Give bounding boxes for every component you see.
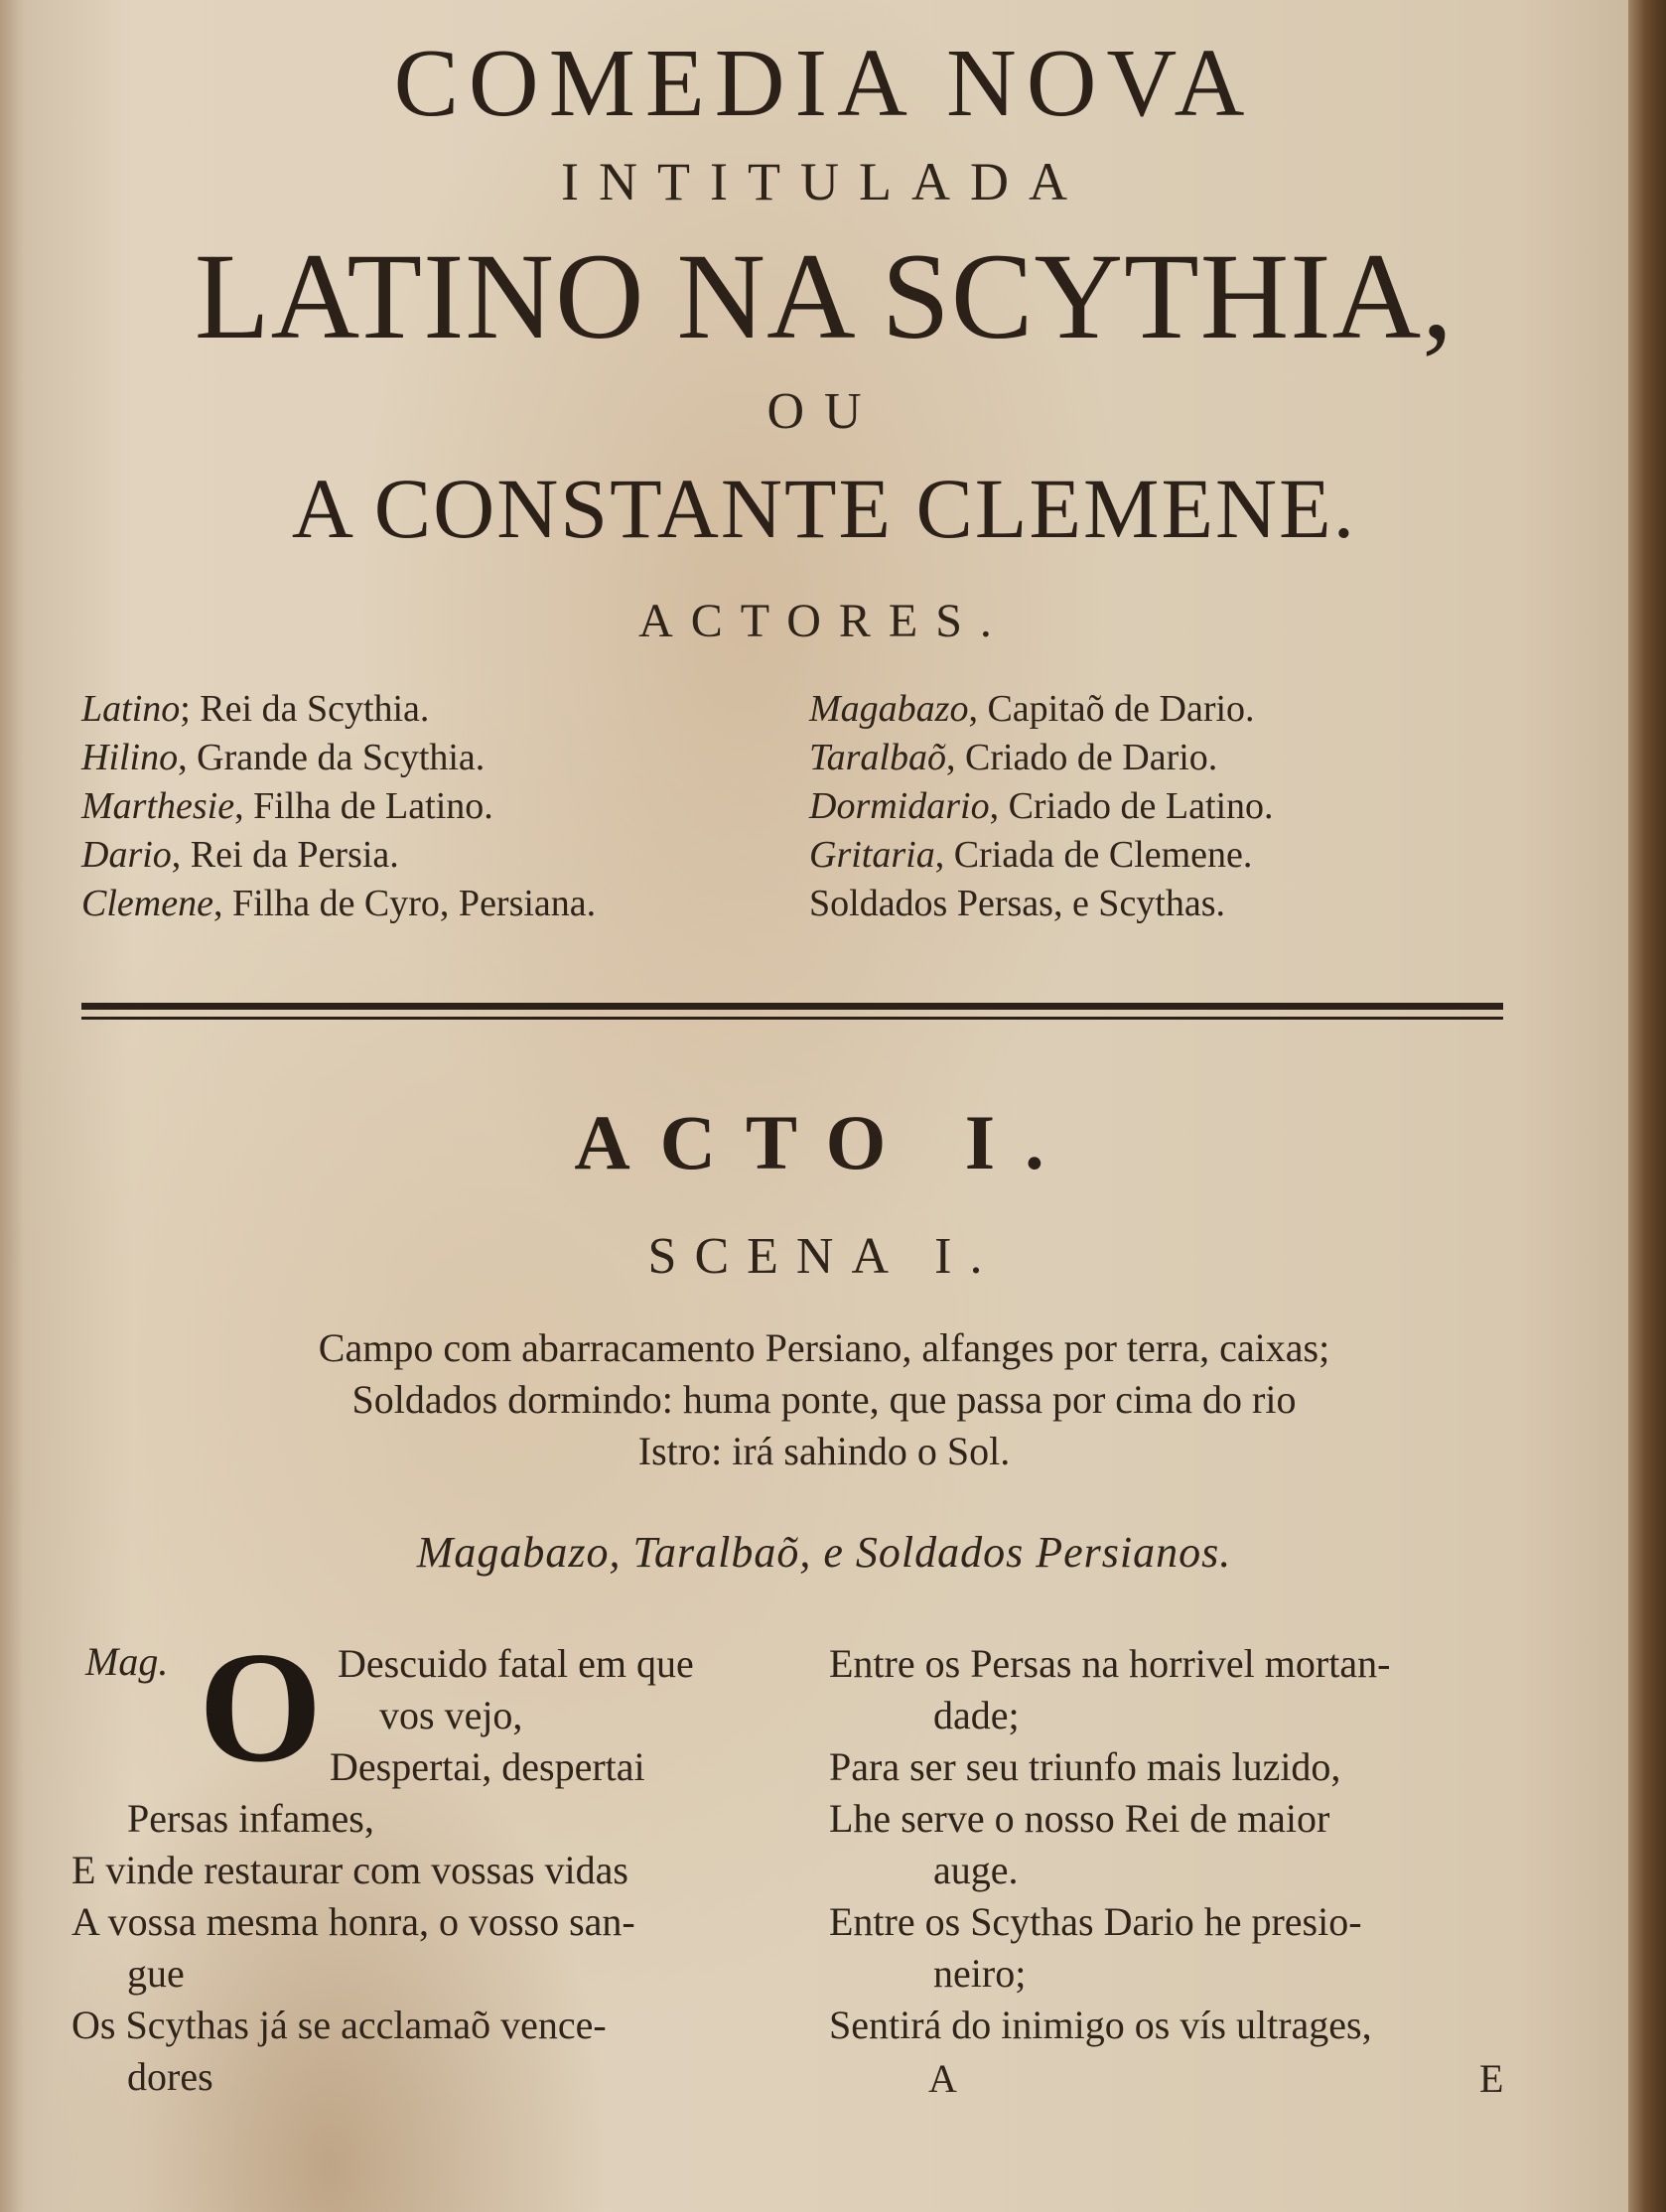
- verse-line: A vossa mesma honra, o vosso san-: [71, 1899, 635, 1944]
- actor-entry: [81, 880, 596, 928]
- actors-list-right: [809, 685, 1274, 928]
- verse-line: gue: [127, 1951, 185, 1996]
- verse-column-left: [71, 1638, 786, 2103]
- actor-desc: Soldados Persas, e Scythas.: [809, 883, 1226, 924]
- verse-line: Entre os Scythas Dario he presio-: [829, 1899, 1362, 1944]
- actor-name: Taralbaõ: [809, 737, 946, 778]
- actor-desc: , Criado de Dario.: [946, 737, 1218, 778]
- signature-mark: E: [1479, 2056, 1504, 2101]
- speaker-label: Mag.: [85, 1639, 169, 1684]
- drop-cap: O: [199, 1618, 323, 1795]
- catchword: A: [928, 2056, 957, 2101]
- verse-line: auge.: [933, 1848, 1019, 1892]
- act-heading: ACTO I.: [574, 1099, 1074, 1185]
- actor-entry: [81, 734, 596, 782]
- actor-entry: [81, 831, 596, 880]
- verse-line: neiro;: [933, 1951, 1027, 1996]
- verse-line: Para ser seu triunfo mais luzido,: [829, 1744, 1341, 1789]
- verse-line: Persas infames,: [127, 1796, 374, 1841]
- actor-desc: , Rei da Persia.: [171, 834, 399, 876]
- actor-entry: [809, 880, 1274, 928]
- title-subtitle: A CONSTANTE CLEMENE.: [291, 461, 1357, 556]
- actor-desc: , Capitaõ de Dario.: [968, 688, 1255, 730]
- scene-description-line: Istro: irá sahindo o Sol.: [637, 1429, 1011, 1473]
- actor-name: Latino: [81, 688, 181, 730]
- actor-desc: , Grande da Scythia.: [178, 737, 486, 778]
- section-rule-thin: [81, 1017, 1503, 1020]
- verse-line: vos vejo,: [379, 1693, 523, 1737]
- actor-desc: ; Rei da Scythia.: [180, 688, 430, 730]
- verse-line: Despertai, despertai: [330, 1744, 645, 1789]
- actor-name: Clemene: [81, 883, 213, 924]
- title-main: LATINO NA SCYTHIA,: [194, 228, 1455, 364]
- verse-line: dade;: [933, 1693, 1020, 1737]
- title-line-2: INTITULADA: [561, 152, 1087, 211]
- actor-entry: [81, 782, 596, 831]
- actor-desc: , Criada de Clemene.: [934, 834, 1253, 876]
- scene-heading: SCENA I.: [647, 1228, 1001, 1285]
- actor-entry: [809, 685, 1274, 734]
- persons-on-stage: Magabazo, Taralbaõ, e Soldados Persianos.: [416, 1528, 1232, 1577]
- scene-description-line: Soldados dormindo: huma ponte, que passa por cima do rio: [351, 1377, 1297, 1422]
- section-rule-thick: [81, 1003, 1503, 1010]
- actors-heading: ACTORES.: [638, 595, 1010, 647]
- actor-name: Dario: [81, 834, 172, 876]
- verse-line: E vinde restaurar com vossas vidas: [71, 1848, 628, 1892]
- actor-name: Marthesie: [81, 785, 235, 827]
- actor-name: Gritaria: [809, 834, 935, 876]
- book-edge: [1628, 0, 1666, 2212]
- verse-line: dores: [127, 2054, 213, 2099]
- verse-line: Sentirá do inimigo os vís ultrages,: [829, 2003, 1372, 2047]
- verse-line: Lhe serve o nosso Rei de maior: [829, 1796, 1330, 1841]
- scene-description-line: Campo com abarracamento Persiano, alfanges por terra, caixas;: [318, 1325, 1330, 1370]
- title-line-1: COMEDIA NOVA: [393, 30, 1255, 137]
- actor-desc: , Filha de Cyro, Persiana.: [212, 883, 597, 924]
- actor-name: Dormidario: [809, 785, 990, 827]
- verse-line: Descuido fatal em que: [338, 1641, 694, 1686]
- actor-name: Hilino: [81, 737, 179, 778]
- actor-desc: , Filha de Latino.: [234, 785, 493, 827]
- title-or: OU: [766, 383, 882, 440]
- actor-entry: [809, 734, 1274, 782]
- actor-entry: [809, 831, 1274, 880]
- verse-line: Os Scythas já se acclamaõ vence-: [71, 2003, 607, 2047]
- actors-list-left: [81, 685, 596, 928]
- actor-entry: [81, 685, 596, 734]
- actor-entry: [809, 782, 1274, 831]
- actor-name: Magabazo: [809, 688, 969, 730]
- verse-line: Entre os Persas na horrivel mortan-: [829, 1641, 1391, 1686]
- scene-description: [60, 1322, 1589, 1477]
- verse-column-right: [829, 1638, 1554, 2051]
- actor-desc: , Criado de Latino.: [989, 785, 1274, 827]
